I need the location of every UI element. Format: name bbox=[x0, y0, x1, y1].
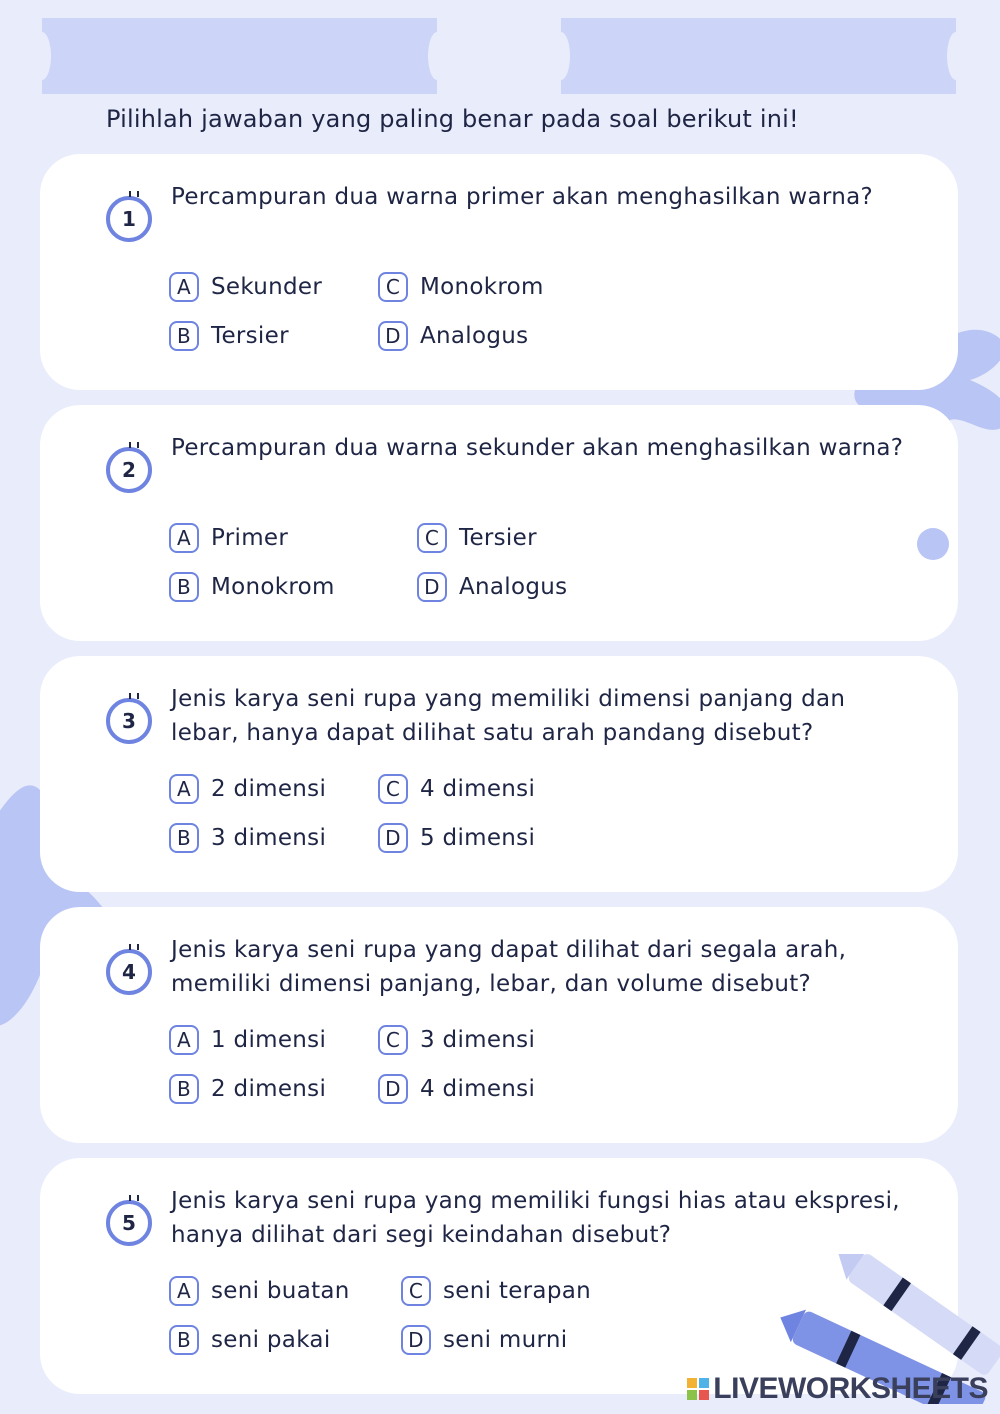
option-d[interactable] bbox=[401, 1325, 567, 1355]
option-d[interactable] bbox=[417, 572, 567, 602]
option-text: 3 dimensi bbox=[211, 825, 327, 851]
option-text: seni terapan bbox=[443, 1278, 592, 1304]
option-text: Monokrom bbox=[420, 274, 544, 300]
option-letter: B bbox=[169, 1325, 199, 1355]
option-c[interactable] bbox=[401, 1276, 591, 1306]
instruction-text: Pilihlah jawaban yang paling benar pada soal berikut ini! bbox=[106, 105, 799, 133]
option-letter: D bbox=[378, 1074, 408, 1104]
option-c[interactable] bbox=[378, 774, 535, 804]
option-letter: D bbox=[378, 321, 408, 351]
option-letter: A bbox=[169, 774, 199, 804]
option-text: Analogus bbox=[459, 574, 568, 600]
option-text: Sekunder bbox=[211, 274, 323, 300]
option-c[interactable] bbox=[417, 523, 537, 553]
option-text: Monokrom bbox=[211, 574, 335, 600]
option-a[interactable] bbox=[169, 523, 288, 553]
option-letter: C bbox=[378, 272, 408, 302]
option-text: Primer bbox=[211, 525, 289, 551]
option-letter: D bbox=[401, 1325, 431, 1355]
question-number-badge: 1 bbox=[106, 196, 152, 242]
option-letter: A bbox=[169, 523, 199, 553]
option-text: 4 dimensi bbox=[420, 776, 536, 802]
option-letter: A bbox=[169, 272, 199, 302]
question-number-badge: 4 bbox=[106, 949, 152, 995]
option-letter: C bbox=[401, 1276, 431, 1306]
watermark-text: LIVEWORKSHEETS bbox=[713, 1372, 988, 1405]
question-text: Jenis karya seni rupa yang dapat dilihat dari segala arah, memiliki dimensi panjang, lebar, dan volume disebut? bbox=[171, 937, 847, 997]
option-a[interactable] bbox=[169, 1276, 350, 1306]
option-c[interactable] bbox=[378, 1025, 535, 1055]
option-text: 2 dimensi bbox=[211, 776, 327, 802]
option-a[interactable] bbox=[169, 774, 326, 804]
option-text: seni murni bbox=[443, 1327, 568, 1353]
option-text: 5 dimensi bbox=[420, 825, 536, 851]
question-text: Jenis karya seni rupa yang memiliki dimensi panjang dan lebar, hanya dapat dilihat satu arah pandang disebut? bbox=[171, 686, 846, 746]
option-letter: C bbox=[378, 774, 408, 804]
option-letter: C bbox=[378, 1025, 408, 1055]
decorative-tape-right bbox=[561, 18, 956, 94]
option-letter: A bbox=[169, 1025, 199, 1055]
option-text: 2 dimensi bbox=[211, 1076, 327, 1102]
option-b[interactable] bbox=[169, 572, 335, 602]
liveworksheets-watermark bbox=[687, 1372, 988, 1406]
question-number-badge: 3 bbox=[106, 698, 152, 744]
decorative-tape-left bbox=[42, 18, 437, 94]
question-card-3 bbox=[40, 656, 958, 892]
option-letter: B bbox=[169, 321, 199, 351]
question-card-1 bbox=[40, 154, 958, 390]
option-letter: C bbox=[417, 523, 447, 553]
option-d[interactable] bbox=[378, 1074, 535, 1104]
option-a[interactable] bbox=[169, 1025, 326, 1055]
option-text: seni buatan bbox=[211, 1278, 350, 1304]
question-card-4 bbox=[40, 907, 958, 1143]
option-letter: B bbox=[169, 572, 199, 602]
option-text: 3 dimensi bbox=[420, 1027, 536, 1053]
option-d[interactable] bbox=[378, 823, 535, 853]
question-text: Jenis karya seni rupa yang memiliki fungsi hias atau ekspresi, hanya dilihat dari segi keindahan disebut? bbox=[171, 1188, 900, 1248]
option-d[interactable] bbox=[378, 321, 528, 351]
option-letter: A bbox=[169, 1276, 199, 1306]
option-b[interactable] bbox=[169, 1325, 331, 1355]
option-text: 1 dimensi bbox=[211, 1027, 327, 1053]
question-text: Percampuran dua warna primer akan menghasilkan warna? bbox=[171, 184, 873, 210]
option-text: Analogus bbox=[420, 323, 529, 349]
option-b[interactable] bbox=[169, 1074, 326, 1104]
option-text: Tersier bbox=[459, 525, 537, 551]
option-b[interactable] bbox=[169, 823, 326, 853]
option-letter: D bbox=[417, 572, 447, 602]
question-card-2 bbox=[40, 405, 958, 641]
option-c[interactable] bbox=[378, 272, 544, 302]
option-a[interactable] bbox=[169, 272, 322, 302]
option-b[interactable] bbox=[169, 321, 289, 351]
paint-dot bbox=[916, 527, 950, 561]
question-number-badge: 2 bbox=[106, 447, 152, 493]
option-letter: D bbox=[378, 823, 408, 853]
option-letter: B bbox=[169, 823, 199, 853]
liveworksheets-logo-icon bbox=[687, 1378, 709, 1400]
option-text: seni pakai bbox=[211, 1327, 331, 1353]
option-letter: B bbox=[169, 1074, 199, 1104]
option-text: 4 dimensi bbox=[420, 1076, 536, 1102]
option-text: Tersier bbox=[211, 323, 289, 349]
question-text: Percampuran dua warna sekunder akan menghasilkan warna? bbox=[171, 435, 904, 461]
question-number-badge: 5 bbox=[106, 1200, 152, 1246]
